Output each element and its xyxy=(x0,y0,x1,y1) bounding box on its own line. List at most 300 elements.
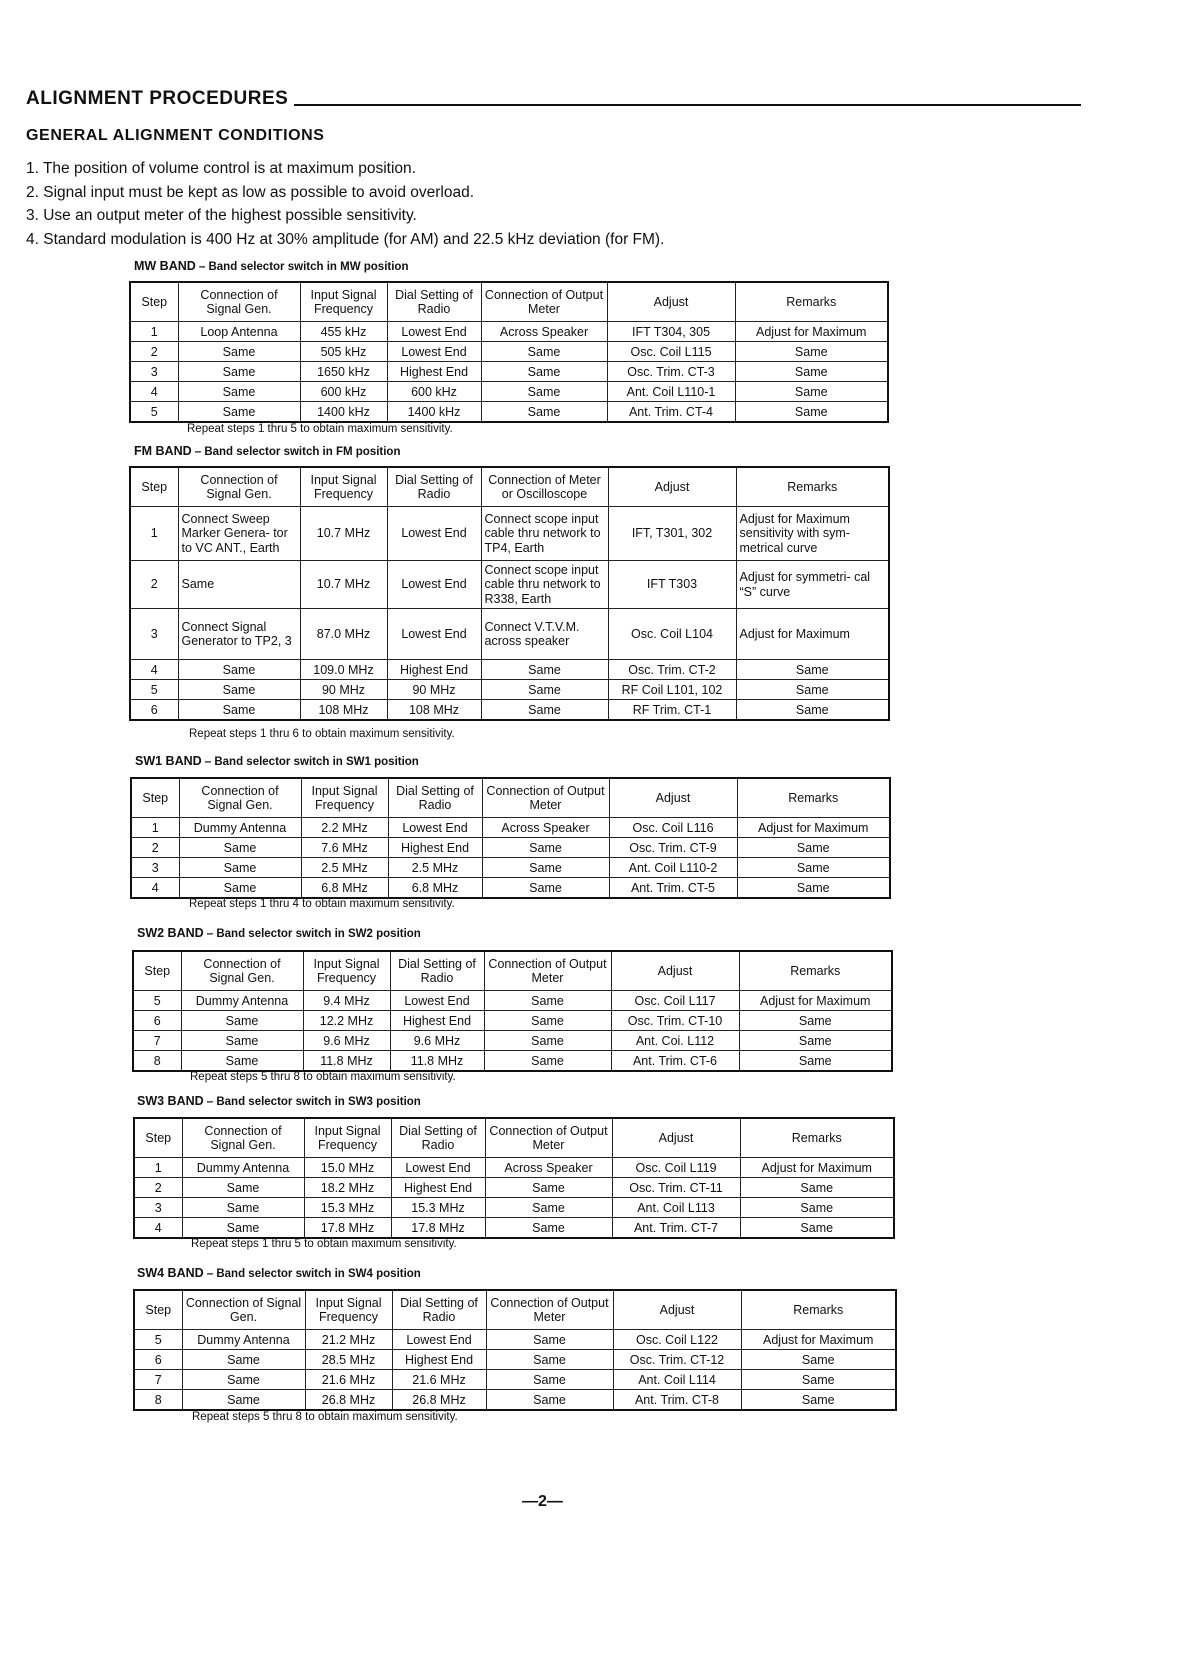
signal-connection-cell: Same xyxy=(182,1390,305,1411)
fm-band-heading xyxy=(134,444,401,458)
dial-setting-cell: Lowest End xyxy=(388,818,482,838)
signal-connection-cell: Same xyxy=(178,382,300,402)
adjust-header: Adjust xyxy=(609,778,737,818)
step-cell: 1 xyxy=(131,818,179,838)
dial-setting-header: Dial Setting of Radio xyxy=(391,1118,485,1158)
sw2-band-heading xyxy=(137,926,421,940)
dial-setting-cell: Highest End xyxy=(392,1350,486,1370)
output-connection-cell: Across Speaker xyxy=(485,1158,612,1178)
heading-separator: – xyxy=(198,259,206,273)
input-frequency-cell: 15.0 MHz xyxy=(304,1158,391,1178)
band-name: SW3 BAND xyxy=(137,1094,204,1108)
table-row xyxy=(130,561,889,609)
step-cell: 5 xyxy=(133,991,181,1011)
adjust-cell: RF Trim. CT-1 xyxy=(608,700,736,721)
band-name: MW BAND xyxy=(134,259,196,273)
dial-setting-cell: Lowest End xyxy=(387,561,481,609)
remarks-cell: Adjust for Maximum xyxy=(739,991,892,1011)
conditions-list xyxy=(26,157,664,251)
remarks-cell: Adjust for Maximum sensitivity with sym- metrical curve xyxy=(736,507,889,561)
band-description: Band selector switch in SW3 position xyxy=(216,1096,421,1108)
signal-connection-cell: Connect Signal Generator to TP2, 3 xyxy=(178,609,300,660)
step-cell: 3 xyxy=(130,362,178,382)
remarks-cell: Same xyxy=(736,700,889,721)
dial-setting-header: Dial Setting of Radio xyxy=(388,778,482,818)
adjust-cell: Osc. Coil L104 xyxy=(608,609,736,660)
signal-connection-header: Connection of Signal Gen. xyxy=(179,778,301,818)
table-row xyxy=(134,1350,896,1370)
band-description: Band selector switch in FM position xyxy=(204,446,401,458)
adjust-cell: IFT T304, 305 xyxy=(607,322,735,342)
remarks-cell: Same xyxy=(739,1031,892,1051)
input-frequency-header: Input Signal Frequency xyxy=(301,778,388,818)
dial-setting-cell: 26.8 MHz xyxy=(392,1390,486,1411)
remarks-cell: Adjust for Maximum xyxy=(737,818,890,838)
band-name: SW1 BAND xyxy=(135,754,202,768)
signal-connection-cell: Same xyxy=(182,1198,304,1218)
remarks-header: Remarks xyxy=(735,282,888,322)
table-row xyxy=(134,1158,894,1178)
adjust-cell: Ant. Coil L113 xyxy=(612,1198,740,1218)
adjust-cell: Osc. Trim. CT-3 xyxy=(607,362,735,382)
input-frequency-cell: 11.8 MHz xyxy=(303,1051,390,1072)
table-row xyxy=(131,818,890,838)
output-connection-cell: Same xyxy=(485,1178,612,1198)
sw2-repeat-note: Repeat steps 5 thru 8 to obtain maximum sensitivity. xyxy=(190,1071,456,1083)
heading-separator: – xyxy=(204,754,212,768)
dial-setting-header: Dial Setting of Radio xyxy=(387,282,481,322)
signal-connection-cell: Dummy Antenna xyxy=(182,1330,305,1350)
adjust-cell: Osc. Coil L116 xyxy=(609,818,737,838)
input-frequency-cell: 1400 kHz xyxy=(300,402,387,423)
step-cell: 7 xyxy=(134,1370,182,1390)
table-header-row xyxy=(131,778,890,818)
input-frequency-cell: 12.2 MHz xyxy=(303,1011,390,1031)
output-connection-cell: Same xyxy=(486,1350,613,1370)
input-frequency-cell: 109.0 MHz xyxy=(300,660,387,680)
remarks-cell: Same xyxy=(737,838,890,858)
sw3-band-table xyxy=(133,1117,895,1239)
output-connection-cell: Connect scope input cable thru network to TP4, Earth xyxy=(481,507,608,561)
input-frequency-cell: 10.7 MHz xyxy=(300,561,387,609)
table-row xyxy=(130,362,888,382)
adjust-cell: IFT T303 xyxy=(608,561,736,609)
remarks-cell: Same xyxy=(736,680,889,700)
input-frequency-cell: 28.5 MHz xyxy=(305,1350,392,1370)
remarks-cell: Same xyxy=(740,1198,894,1218)
signal-connection-cell: Same xyxy=(182,1178,304,1198)
output-connection-cell: Same xyxy=(481,700,608,721)
adjust-cell: Osc. Trim. CT-11 xyxy=(612,1178,740,1198)
remarks-header: Remarks xyxy=(739,951,892,991)
table-row xyxy=(131,858,890,878)
remarks-cell: Adjust for Maximum xyxy=(740,1158,894,1178)
mw-band-heading xyxy=(134,259,408,273)
step-cell: 5 xyxy=(130,402,178,423)
signal-connection-cell: Same xyxy=(181,1031,303,1051)
input-frequency-cell: 2.2 MHz xyxy=(301,818,388,838)
input-frequency-cell: 505 kHz xyxy=(300,342,387,362)
output-connection-cell: Same xyxy=(486,1330,613,1350)
step-cell: 8 xyxy=(133,1051,181,1072)
signal-connection-cell: Same xyxy=(182,1218,304,1239)
signal-connection-cell: Same xyxy=(178,362,300,382)
dial-setting-cell: 17.8 MHz xyxy=(391,1218,485,1239)
table-row xyxy=(130,342,888,362)
dial-setting-cell: Highest End xyxy=(391,1178,485,1198)
output-connection-cell: Same xyxy=(484,991,611,1011)
band-name: FM BAND xyxy=(134,444,192,458)
sw2-band-table xyxy=(132,950,893,1072)
table-header-row xyxy=(134,1118,894,1158)
input-frequency-cell: 1650 kHz xyxy=(300,362,387,382)
signal-connection-cell: Dummy Antenna xyxy=(182,1158,304,1178)
output-connection-header: Connection of Output Meter xyxy=(485,1118,612,1158)
step-cell: 4 xyxy=(131,878,179,899)
heading-separator: – xyxy=(206,1266,214,1280)
dial-setting-cell: 2.5 MHz xyxy=(388,858,482,878)
output-connection-header: Connection of Output Meter xyxy=(482,778,609,818)
input-frequency-cell: 15.3 MHz xyxy=(304,1198,391,1218)
step-cell: 3 xyxy=(134,1198,182,1218)
step-cell: 2 xyxy=(134,1178,182,1198)
step-cell: 5 xyxy=(130,680,178,700)
dial-setting-cell: Lowest End xyxy=(391,1158,485,1178)
remarks-header: Remarks xyxy=(737,778,890,818)
signal-connection-header: Connection of Signal Gen. xyxy=(182,1290,305,1330)
band-description: Band selector switch in SW1 position xyxy=(214,756,419,768)
dial-setting-cell: 108 MHz xyxy=(387,700,481,721)
sw1-band-heading xyxy=(135,754,419,768)
adjust-cell: Ant. Trim. CT-6 xyxy=(611,1051,739,1072)
step-cell: 6 xyxy=(133,1011,181,1031)
dial-setting-cell: Lowest End xyxy=(387,322,481,342)
adjust-cell: Ant. Trim. CT-5 xyxy=(609,878,737,899)
adjust-cell: Ant. Trim. CT-8 xyxy=(613,1390,741,1411)
input-frequency-cell: 2.5 MHz xyxy=(301,858,388,878)
condition-item: 2. Signal input must be kept as low as possible to avoid overload. xyxy=(26,183,475,201)
table-header-row xyxy=(130,467,889,507)
signal-connection-cell: Same xyxy=(178,680,300,700)
title-row xyxy=(26,88,1081,110)
dial-setting-cell: Lowest End xyxy=(387,342,481,362)
step-cell: 5 xyxy=(134,1330,182,1350)
signal-connection-cell: Same xyxy=(181,1051,303,1072)
band-description: Band selector switch in SW2 position xyxy=(216,928,421,940)
output-connection-cell: Across Speaker xyxy=(481,322,607,342)
step-header: Step xyxy=(130,282,178,322)
table-row xyxy=(134,1198,894,1218)
output-connection-cell: Same xyxy=(485,1198,612,1218)
input-frequency-header: Input Signal Frequency xyxy=(300,282,387,322)
input-frequency-cell: 21.6 MHz xyxy=(305,1370,392,1390)
band-name: SW4 BAND xyxy=(137,1266,204,1280)
remarks-header: Remarks xyxy=(740,1118,894,1158)
output-connection-cell: Same xyxy=(484,1011,611,1031)
output-connection-cell: Same xyxy=(481,660,608,680)
remarks-cell: Same xyxy=(741,1390,896,1411)
adjust-cell: Osc. Coil L115 xyxy=(607,342,735,362)
step-cell: 4 xyxy=(130,382,178,402)
signal-connection-cell: Connect Sweep Marker Genera- tor to VC ANT., Earth xyxy=(178,507,300,561)
output-connection-header: Connection of Output Meter xyxy=(481,282,607,322)
adjust-cell: Osc. Trim. CT-10 xyxy=(611,1011,739,1031)
adjust-cell: Ant. Coi. L112 xyxy=(611,1031,739,1051)
dial-setting-cell: Lowest End xyxy=(390,991,484,1011)
remarks-cell: Adjust for symmetri- cal “S” curve xyxy=(736,561,889,609)
input-frequency-cell: 455 kHz xyxy=(300,322,387,342)
dial-setting-cell: Highest End xyxy=(387,660,481,680)
sw3-repeat-note: Repeat steps 1 thru 5 to obtain maximum sensitivity. xyxy=(191,1238,457,1250)
adjust-cell: Osc. Trim. CT-9 xyxy=(609,838,737,858)
fm-band-table xyxy=(129,466,890,721)
table-row xyxy=(134,1330,896,1350)
table-row xyxy=(134,1178,894,1198)
signal-connection-cell: Same xyxy=(178,660,300,680)
remarks-cell: Adjust for Maximum xyxy=(741,1330,896,1350)
signal-connection-cell: Same xyxy=(182,1370,305,1390)
input-frequency-header: Input Signal Frequency xyxy=(305,1290,392,1330)
band-name: SW2 BAND xyxy=(137,926,204,940)
remarks-cell: Same xyxy=(739,1051,892,1072)
table-row xyxy=(133,1031,892,1051)
table-row xyxy=(130,609,889,660)
output-connection-cell: Same xyxy=(482,878,609,899)
signal-connection-cell: Same xyxy=(178,342,300,362)
signal-connection-header: Connection of Signal Gen. xyxy=(181,951,303,991)
output-connection-cell: Same xyxy=(482,858,609,878)
adjust-cell: Osc. Coil L117 xyxy=(611,991,739,1011)
adjust-cell: Osc. Trim. CT-12 xyxy=(613,1350,741,1370)
table-row xyxy=(130,680,889,700)
signal-connection-cell: Same xyxy=(178,402,300,423)
table-header-row xyxy=(133,951,892,991)
output-connection-cell: Same xyxy=(486,1370,613,1390)
adjust-cell: Ant. Coil L114 xyxy=(613,1370,741,1390)
title-rule xyxy=(294,104,1081,106)
dial-setting-cell: Lowest End xyxy=(387,609,481,660)
table-header-row xyxy=(134,1290,896,1330)
fm-repeat-note: Repeat steps 1 thru 6 to obtain maximum sensitivity. xyxy=(189,728,455,740)
adjust-header: Adjust xyxy=(608,467,736,507)
remarks-cell: Same xyxy=(736,660,889,680)
step-cell: 6 xyxy=(130,700,178,721)
remarks-cell: Same xyxy=(740,1178,894,1198)
step-cell: 4 xyxy=(134,1218,182,1239)
adjust-header: Adjust xyxy=(611,951,739,991)
band-description: Band selector switch in MW position xyxy=(208,261,409,273)
step-header: Step xyxy=(131,778,179,818)
signal-connection-cell: Dummy Antenna xyxy=(179,818,301,838)
input-frequency-cell: 90 MHz xyxy=(300,680,387,700)
remarks-cell: Same xyxy=(735,382,888,402)
table-row xyxy=(131,878,890,899)
table-row xyxy=(130,660,889,680)
dial-setting-cell: 15.3 MHz xyxy=(391,1198,485,1218)
heading-separator: – xyxy=(206,1094,214,1108)
step-cell: 4 xyxy=(130,660,178,680)
adjust-header: Adjust xyxy=(613,1290,741,1330)
table-row xyxy=(133,1051,892,1072)
step-cell: 8 xyxy=(134,1390,182,1411)
sw1-repeat-note: Repeat steps 1 thru 4 to obtain maximum sensitivity. xyxy=(189,898,455,910)
signal-connection-cell: Same xyxy=(178,700,300,721)
output-connection-cell: Same xyxy=(482,838,609,858)
dial-setting-cell: 1400 kHz xyxy=(387,402,481,423)
remarks-cell: Same xyxy=(741,1370,896,1390)
table-row xyxy=(134,1218,894,1239)
output-connection-header: Connection of Meter or Oscilloscope xyxy=(481,467,608,507)
output-connection-cell: Same xyxy=(481,402,607,423)
remarks-cell: Adjust for Maximum xyxy=(736,609,889,660)
adjust-cell: Ant. Trim. CT-7 xyxy=(612,1218,740,1239)
signal-connection-cell: Same xyxy=(179,858,301,878)
step-cell: 1 xyxy=(130,322,178,342)
dial-setting-cell: Highest End xyxy=(390,1011,484,1031)
dial-setting-cell: 600 kHz xyxy=(387,382,481,402)
dial-setting-cell: Lowest End xyxy=(387,507,481,561)
signal-connection-cell: Same xyxy=(181,1011,303,1031)
step-header: Step xyxy=(133,951,181,991)
step-header: Step xyxy=(134,1118,182,1158)
dial-setting-cell: 21.6 MHz xyxy=(392,1370,486,1390)
dial-setting-cell: 9.6 MHz xyxy=(390,1031,484,1051)
input-frequency-cell: 108 MHz xyxy=(300,700,387,721)
sw4-band-heading xyxy=(137,1266,421,1280)
band-description: Band selector switch in SW4 position xyxy=(216,1268,421,1280)
input-frequency-header: Input Signal Frequency xyxy=(303,951,390,991)
step-cell: 3 xyxy=(131,858,179,878)
remarks-header: Remarks xyxy=(741,1290,896,1330)
signal-connection-cell: Same xyxy=(179,838,301,858)
input-frequency-cell: 18.2 MHz xyxy=(304,1178,391,1198)
step-cell: 6 xyxy=(134,1350,182,1370)
dial-setting-cell: 11.8 MHz xyxy=(390,1051,484,1072)
output-connection-cell: Connect V.T.V.M. across speaker xyxy=(481,609,608,660)
adjust-cell: Osc. Trim. CT-2 xyxy=(608,660,736,680)
condition-item: 1. The position of volume control is at maximum position. xyxy=(26,160,416,177)
remarks-cell: Same xyxy=(737,878,890,899)
sw4-band-table xyxy=(133,1289,897,1411)
input-frequency-header: Input Signal Frequency xyxy=(300,467,387,507)
dial-setting-header: Dial Setting of Radio xyxy=(392,1290,486,1330)
input-frequency-cell: 17.8 MHz xyxy=(304,1218,391,1239)
adjust-cell: Ant. Trim. CT-4 xyxy=(607,402,735,423)
step-cell: 1 xyxy=(134,1158,182,1178)
remarks-cell: Same xyxy=(741,1350,896,1370)
input-frequency-cell: 6.8 MHz xyxy=(301,878,388,899)
signal-connection-cell: Dummy Antenna xyxy=(181,991,303,1011)
table-row xyxy=(134,1370,896,1390)
adjust-cell: Ant. Coil L110-1 xyxy=(607,382,735,402)
signal-connection-cell: Same xyxy=(182,1350,305,1370)
remarks-cell: Adjust for Maximum xyxy=(735,322,888,342)
remarks-cell: Same xyxy=(739,1011,892,1031)
input-frequency-cell: 26.8 MHz xyxy=(305,1390,392,1411)
condition-item: 4. Standard modulation is 400 Hz at 30% amplitude (for AM) and 22.5 kHz deviation (for FM). xyxy=(26,230,665,248)
input-frequency-cell: 9.4 MHz xyxy=(303,991,390,1011)
signal-connection-cell: Same xyxy=(178,561,300,609)
table-row xyxy=(134,1390,896,1411)
table-row xyxy=(133,991,892,1011)
input-frequency-cell: 10.7 MHz xyxy=(300,507,387,561)
sw3-band-heading xyxy=(137,1094,421,1108)
sw4-repeat-note: Repeat steps 5 thru 8 to obtain maximum sensitivity. xyxy=(192,1411,458,1423)
dial-setting-cell: Highest End xyxy=(388,838,482,858)
adjust-cell: IFT, T301, 302 xyxy=(608,507,736,561)
adjust-header: Adjust xyxy=(612,1118,740,1158)
output-connection-cell: Same xyxy=(486,1390,613,1411)
step-cell: 2 xyxy=(130,342,178,362)
table-row xyxy=(130,322,888,342)
section-subtitle: GENERAL ALIGNMENT CONDITIONS xyxy=(26,127,325,144)
mw-repeat-note: Repeat steps 1 thru 5 to obtain maximum sensitivity. xyxy=(187,423,453,435)
dial-setting-cell: 6.8 MHz xyxy=(388,878,482,899)
remarks-cell: Same xyxy=(740,1218,894,1239)
output-connection-cell: Same xyxy=(481,362,607,382)
step-cell: 2 xyxy=(131,838,179,858)
heading-separator: – xyxy=(206,926,214,940)
heading-separator: – xyxy=(194,444,202,458)
adjust-cell: RF Coil L101, 102 xyxy=(608,680,736,700)
output-connection-cell: Same xyxy=(481,680,608,700)
input-frequency-cell: 87.0 MHz xyxy=(300,609,387,660)
adjust-cell: Osc. Coil L119 xyxy=(612,1158,740,1178)
input-frequency-cell: 21.2 MHz xyxy=(305,1330,392,1350)
output-connection-cell: Same xyxy=(485,1218,612,1239)
table-header-row xyxy=(130,282,888,322)
output-connection-cell: Connect scope input cable thru network to R338, Earth xyxy=(481,561,608,609)
condition-item: 3. Use an output meter of the highest possible sensitivity. xyxy=(26,207,417,224)
output-connection-header: Connection of Output Meter xyxy=(486,1290,613,1330)
remarks-cell: Same xyxy=(737,858,890,878)
step-cell: 7 xyxy=(133,1031,181,1051)
signal-connection-header: Connection of Signal Gen. xyxy=(178,467,300,507)
output-connection-cell: Same xyxy=(484,1051,611,1072)
step-header: Step xyxy=(134,1290,182,1330)
page-number: —2— xyxy=(522,1493,563,1510)
table-row xyxy=(130,382,888,402)
page-title: ALIGNMENT PROCEDURES xyxy=(26,88,289,109)
table-row xyxy=(130,507,889,561)
input-frequency-cell: 600 kHz xyxy=(300,382,387,402)
remarks-header: Remarks xyxy=(736,467,889,507)
output-connection-cell: Same xyxy=(481,342,607,362)
remarks-cell: Same xyxy=(735,362,888,382)
dial-setting-cell: 90 MHz xyxy=(387,680,481,700)
sw1-band-table xyxy=(130,777,891,899)
adjust-header: Adjust xyxy=(607,282,735,322)
output-connection-header: Connection of Output Meter xyxy=(484,951,611,991)
step-cell: 1 xyxy=(130,507,178,561)
signal-connection-cell: Same xyxy=(179,878,301,899)
input-frequency-cell: 9.6 MHz xyxy=(303,1031,390,1051)
table-row xyxy=(131,838,890,858)
step-header: Step xyxy=(130,467,178,507)
output-connection-cell: Same xyxy=(484,1031,611,1051)
step-cell: 2 xyxy=(130,561,178,609)
dial-setting-header: Dial Setting of Radio xyxy=(390,951,484,991)
adjust-cell: Ant. Coil L110-2 xyxy=(609,858,737,878)
output-connection-cell: Same xyxy=(481,382,607,402)
table-row xyxy=(130,700,889,721)
input-frequency-header: Input Signal Frequency xyxy=(304,1118,391,1158)
table-row xyxy=(130,402,888,423)
adjust-cell: Osc. Coil L122 xyxy=(613,1330,741,1350)
remarks-cell: Same xyxy=(735,342,888,362)
signal-connection-cell: Loop Antenna xyxy=(178,322,300,342)
dial-setting-cell: Lowest End xyxy=(392,1330,486,1350)
